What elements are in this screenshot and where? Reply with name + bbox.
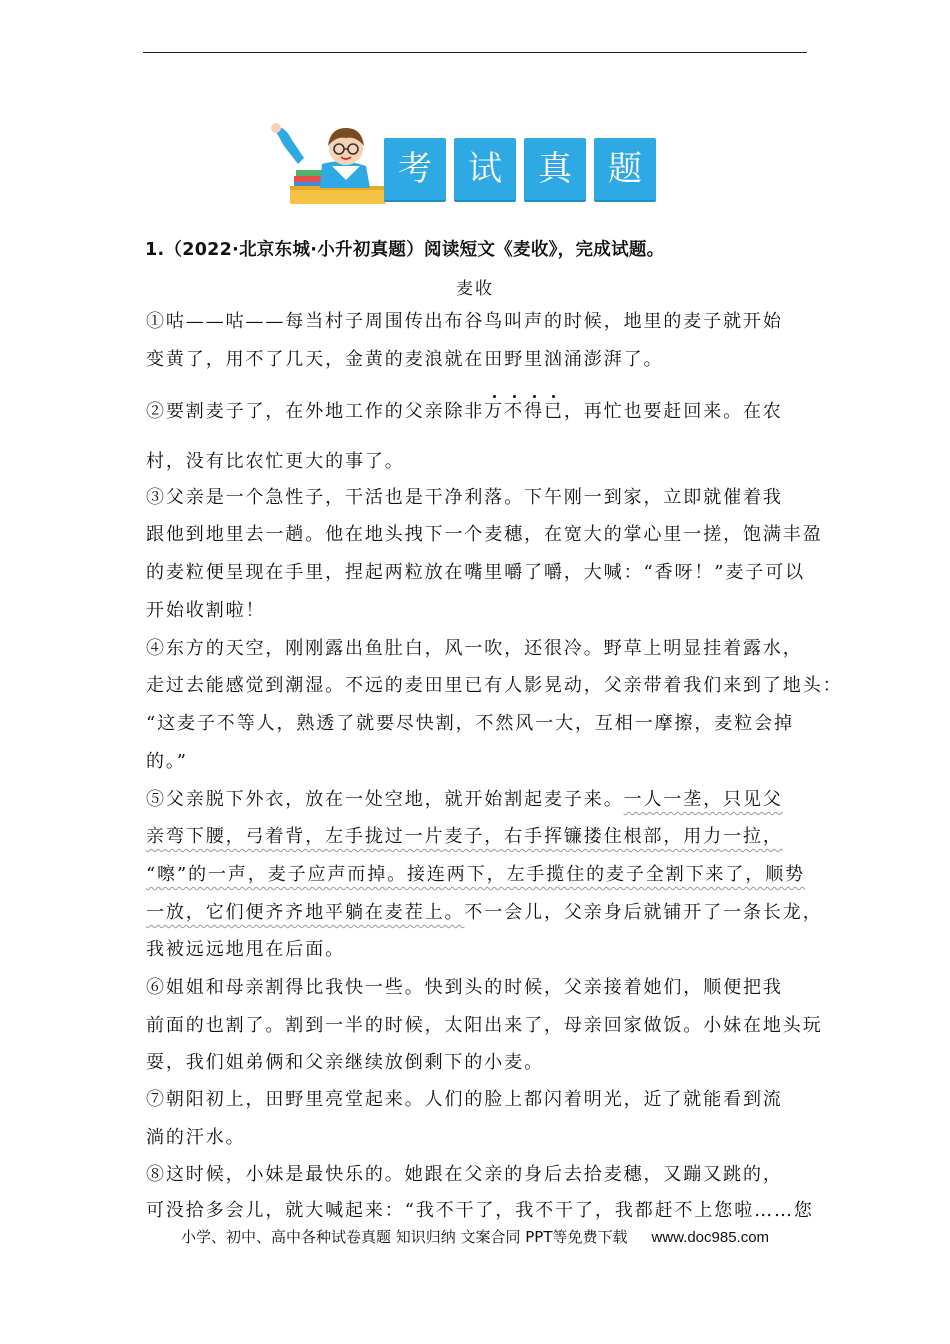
student-mascot-icon bbox=[270, 122, 388, 206]
p3-line-3: 的麦粒便呈现在手里，捏起两粒放在嘴里嚼了嚼，大喊：“香呀！”麦子可以 bbox=[146, 562, 806, 583]
p2-text-pre: ②要割麦子了，在外地工作的父亲除非 bbox=[146, 401, 485, 422]
p1-line-1: ①咕——咕——每当村子周围传出布谷鸟叫声的时候，地里的麦子就开始 bbox=[146, 311, 783, 332]
banner-tile-3: 真 bbox=[524, 138, 586, 200]
footer-link[interactable]: www.doc985.com bbox=[651, 1229, 770, 1246]
emphasis-char: 已 bbox=[544, 401, 564, 422]
p4-line-2: 走过去能感觉到潮湿。不远的麦田里已有人影晃动，父亲带着我们来到了地头： bbox=[146, 675, 843, 696]
emphasis-char: 不 bbox=[504, 401, 525, 422]
p3-line-1: ③父亲是一个急性子，干活也是干净利落。下午刚一到家，立即就催着我 bbox=[146, 487, 783, 508]
p3-line-4: 开始收割啦！ bbox=[146, 600, 266, 621]
p2-text-post: ，再忙也要赶回来。在农 bbox=[563, 401, 783, 422]
p6-line-2: 前面的也割了。割到一半的时候，太阳出来了，母亲回家做饭。小妹在地头玩 bbox=[146, 1015, 823, 1036]
p5-underlined-end: 一放，它们便齐齐地平躺在麦茬上。 bbox=[146, 902, 465, 923]
banner-tile-4: 题 bbox=[594, 138, 656, 200]
p5-text-post: 不一会儿，父亲身后就铺开了一条长龙， bbox=[464, 902, 823, 923]
p3-line-2: 跟他到地里去一趟。他在地头拽下一个麦穗，在宽大的掌心里一搓，饱满丰盈 bbox=[146, 524, 823, 545]
exam-banner bbox=[270, 122, 670, 208]
p2-line-2: 村，没有比农忙更大的事了。 bbox=[146, 451, 405, 472]
p1-line-2: 变黄了，用不了几天，金黄的麦浪就在田野里汹涌澎湃了。 bbox=[146, 349, 664, 370]
p6-line-1: ⑥姐姐和母亲割得比我快一些。快到头的时候，父亲接着她们，顺便把我 bbox=[146, 977, 783, 998]
p5-line-1 bbox=[146, 788, 783, 812]
p5-text-pre: ⑤父亲脱下外衣，放在一处空地，就开始割起麦子来。 bbox=[146, 789, 624, 810]
p5-line-2: 亲弯下腰，弓着背，左手拢过一片麦子，右手挥镰搂住根部，用力一拉， bbox=[146, 826, 783, 847]
p5-underlined-text: 一人一垄，只见父 bbox=[623, 789, 783, 810]
p4-line-1: ④东方的天空，刚刚露出鱼肚白，风一吹，还很冷。野草上明显挂着露水， bbox=[146, 638, 803, 659]
page-footer bbox=[0, 1226, 950, 1247]
question-heading: 1.（2022·北京东城·小升初真题）阅读短文《麦收》，完成试题。 bbox=[145, 240, 665, 260]
p5-line-4 bbox=[146, 901, 823, 925]
p2-line-1 bbox=[146, 400, 783, 424]
banner-tiles bbox=[384, 138, 656, 200]
p6-line-3: 耍，我们姐弟俩和父亲继续放倒剩下的小麦。 bbox=[146, 1052, 544, 1073]
emphasis-char: 万 bbox=[484, 401, 505, 422]
emphasis-char: 得 bbox=[524, 401, 545, 422]
p7-line-1: ⑦朝阳初上，田野里亮堂起来。人们的脸上都闪着明光，近了就能看到流 bbox=[146, 1089, 783, 1110]
p8-line-1: ⑧这时候，小妹是最快乐的。她跟在父亲的身后去拾麦穗，又蹦又跳的， bbox=[146, 1164, 783, 1185]
header-rule bbox=[143, 52, 807, 53]
p5-line-5: 我被远远地甩在后面。 bbox=[146, 939, 345, 960]
p4-line-3: “这麦子不等人，熟透了就要尽快割，不然风一大，互相一摩擦，麦粒会掉 bbox=[146, 713, 794, 734]
p8-line-2: 可没拾多会儿，就大喊起来：“我不干了，我不干了，我都赶不上您啦……您 bbox=[146, 1200, 814, 1221]
footer-text: 小学、初中、高中各种试卷真题 知识归纳 文案合同 PPT等免费下载 bbox=[180, 1228, 628, 1246]
p4-line-4: 的。” bbox=[146, 751, 188, 772]
banner-tile-1: 考 bbox=[384, 138, 446, 200]
article-title: 麦收 bbox=[456, 279, 494, 299]
p5-line-3: “嚓”的一声，麦子应声而掉。接连两下，左手揽住的麦子全割下来了，顺势 bbox=[146, 864, 806, 885]
p7-line-2: 淌的汗水。 bbox=[146, 1127, 246, 1148]
banner-tile-2: 试 bbox=[454, 138, 516, 200]
